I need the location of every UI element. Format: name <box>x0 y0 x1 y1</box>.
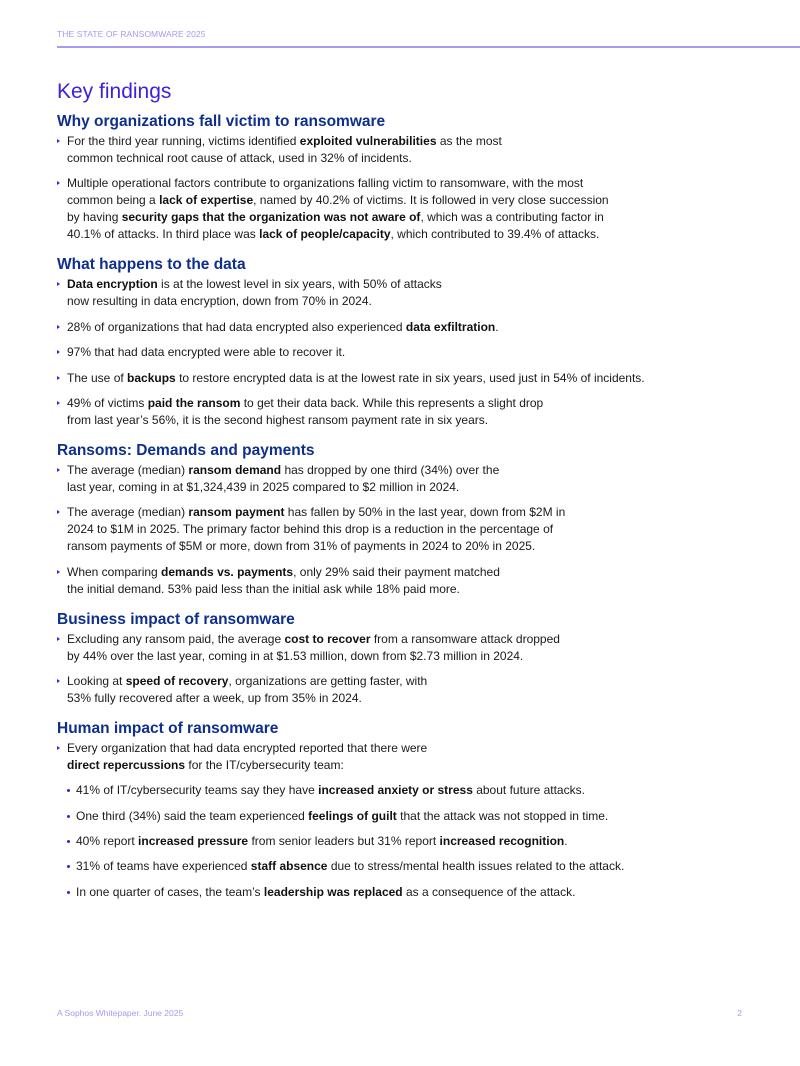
text-run: to get their data back. While this represents a slight drop <box>240 395 544 410</box>
text-run: , only 29% said their payment matched <box>293 564 500 579</box>
text-run: about future attacks. <box>472 783 585 798</box>
section <box>57 112 777 243</box>
bullet-list <box>57 276 777 429</box>
text-run: . <box>495 319 499 334</box>
text-run: The use of <box>67 370 128 385</box>
text-run: Excluding any ransom paid, the average <box>67 631 285 646</box>
bullet-item <box>57 673 777 707</box>
bullet-item <box>57 344 777 361</box>
text-run: 31% of teams have experienced <box>76 859 251 874</box>
bullet-list <box>57 133 777 243</box>
text-run: , named by 40.2% of victims. It is followed in very close succession <box>253 193 609 208</box>
section-heading: Human impact of ransomware <box>57 720 279 738</box>
sub-bullet-list <box>67 782 777 901</box>
text-run: common technical root cause of attack, used in 32% of incidents. <box>67 151 412 165</box>
text-run: When comparing <box>67 564 162 579</box>
text-run: , which was a contributing factor in <box>420 210 604 225</box>
bullet-item <box>57 319 777 336</box>
sub-bullet-item <box>67 782 777 799</box>
text-run: 40% report <box>76 833 139 848</box>
text-run: 49% of victims <box>67 395 148 410</box>
section <box>57 610 777 707</box>
text-run: as the most <box>436 134 502 148</box>
section-heading: Why organizations fall victim to ransomware <box>57 113 386 130</box>
text-run: has dropped by one third (34%) over the <box>281 462 500 477</box>
bullet-item <box>57 133 777 167</box>
text-run: 2024 to $1M in 2025. The primary factor behind this drop is a reduction in the percentage of <box>67 522 554 537</box>
text-run: the initial demand. 53% paid less than the initial ask while 18% paid more. <box>67 581 460 596</box>
text-run: In one quarter of cases, the team’s <box>76 884 264 899</box>
text-run: The average (median) <box>67 505 189 520</box>
findings-sections <box>57 112 777 901</box>
text-run: Looking at <box>67 674 126 689</box>
text-run: 40.1% of attacks. In third place was <box>67 227 260 242</box>
text-run: common being a <box>67 193 160 208</box>
text-run: , which contributed to 39.4% of attacks. <box>390 227 600 242</box>
text-run: . <box>564 833 568 848</box>
bold-emphasis: ransom payment <box>188 505 285 520</box>
header-rule <box>57 46 800 48</box>
bold-emphasis: leadership was replaced <box>263 884 403 899</box>
text-run: 41% of IT/cybersecurity teams say they have <box>76 783 319 798</box>
bullet-item <box>57 631 777 665</box>
section <box>57 441 777 598</box>
section-heading: Ransoms: Demands and payments <box>57 441 315 459</box>
running-head: THE STATE OF RANSOMWARE 2025 <box>57 29 206 39</box>
text-run: has fallen by 50% in the last year, down from $2M in <box>284 505 566 520</box>
page-title: Key findings <box>57 80 172 103</box>
text-run: is at the lowest level in six years, with 50% of attacks <box>157 277 442 292</box>
bold-emphasis: lack of expertise <box>159 193 254 208</box>
text-run: Multiple operational factors contribute to organizations falling victim to ransomware, with the most <box>67 176 584 191</box>
text-run: One third (34%) said the team experienced <box>76 808 309 823</box>
bold-emphasis: lack of people/capacity <box>259 227 391 242</box>
text-run: from last year’s 56%, it is the second highest ransom payment rate in six years. <box>67 412 489 427</box>
text-run: Every organization that had data encrypted reported that there were <box>67 741 428 756</box>
bullet-list <box>57 462 777 598</box>
bold-emphasis: security gaps that the organization was not aware of <box>121 210 421 225</box>
text-run: 97% that had data encrypted were able to recover it. <box>67 345 346 360</box>
text-run: due to stress/mental health issues related to the attack. <box>327 859 625 874</box>
bold-emphasis: increased pressure <box>138 833 249 848</box>
sub-bullet-item <box>67 808 777 825</box>
text-run: 53% fully recovered after a week, up from 35% in 2024. <box>67 691 362 706</box>
text-run: , organizations are getting faster, with <box>228 674 428 689</box>
sub-bullet-item <box>67 884 777 901</box>
text-run: from a ransomware attack dropped <box>370 631 560 646</box>
bold-emphasis: feelings of guilt <box>308 808 397 823</box>
text-run: The average (median) <box>67 462 189 477</box>
text-run: for the IT/cybersecurity team: <box>185 758 344 773</box>
footer-text: A Sophos Whitepaper. June 2025 <box>57 1008 184 1018</box>
bullet-item <box>57 276 777 310</box>
page-number: 2 <box>737 1008 742 1018</box>
text-run: 28% of organizations that had data encrypted also experienced <box>67 319 406 334</box>
text-run: now resulting in data encryption, down from 70% in 2024. <box>67 294 372 309</box>
bold-emphasis: speed of recovery <box>125 674 229 689</box>
sub-bullet-item <box>67 833 777 850</box>
bullet-item <box>57 740 777 901</box>
text-run: from senior leaders but 31% report <box>248 833 440 848</box>
bold-emphasis: ransom demand <box>188 462 282 477</box>
section <box>57 719 777 901</box>
text-run: ransom payments of $5M or more, down from 31% of payments in 2024 to 20% in 2025. <box>67 539 536 554</box>
text-run: as a consequence of the attack. <box>402 884 576 899</box>
text-run: by having <box>67 210 122 225</box>
section-heading: Business impact of ransomware <box>57 610 295 628</box>
bullet-item <box>57 564 777 598</box>
bold-emphasis: paid the ransom <box>147 395 241 410</box>
text-run: by 44% over the last year, coming in at $1.53 million, down from $2.73 million in 2024. <box>67 648 524 663</box>
bullet-item <box>57 395 777 429</box>
bold-emphasis: direct repercussions <box>67 758 186 773</box>
text-run: to restore encrypted data is at the lowest rate in six years, used just in 54% of incidents. <box>175 370 645 385</box>
bullet-item <box>57 370 777 387</box>
section <box>57 255 777 429</box>
bold-emphasis: data exfiltration <box>405 319 496 334</box>
sub-bullet-item <box>67 858 777 875</box>
bold-emphasis: Data encryption <box>67 277 158 292</box>
bold-emphasis: staff absence <box>250 859 328 874</box>
bullet-list <box>57 631 777 707</box>
page-content <box>57 78 777 901</box>
bullet-item <box>57 462 777 496</box>
bullet-item <box>57 504 777 555</box>
bullet-list <box>57 740 777 901</box>
text-run: that the attack was not stopped in time. <box>396 808 609 823</box>
section-heading: What happens to the data <box>57 256 246 274</box>
text-run: last year, coming in at $1,324,439 in 2025 compared to $2 million in 2024. <box>67 479 460 494</box>
bold-emphasis: demands vs. payments <box>161 564 294 579</box>
bold-emphasis: backups <box>127 370 176 385</box>
bold-emphasis: increased recognition <box>439 833 565 848</box>
bold-emphasis: exploited vulnerabilities <box>299 134 437 148</box>
text-run: For the third year running, victims identified <box>67 134 300 148</box>
bullet-item <box>57 175 777 243</box>
bold-emphasis: increased anxiety or stress <box>318 783 473 798</box>
bold-emphasis: cost to recover <box>284 631 371 646</box>
